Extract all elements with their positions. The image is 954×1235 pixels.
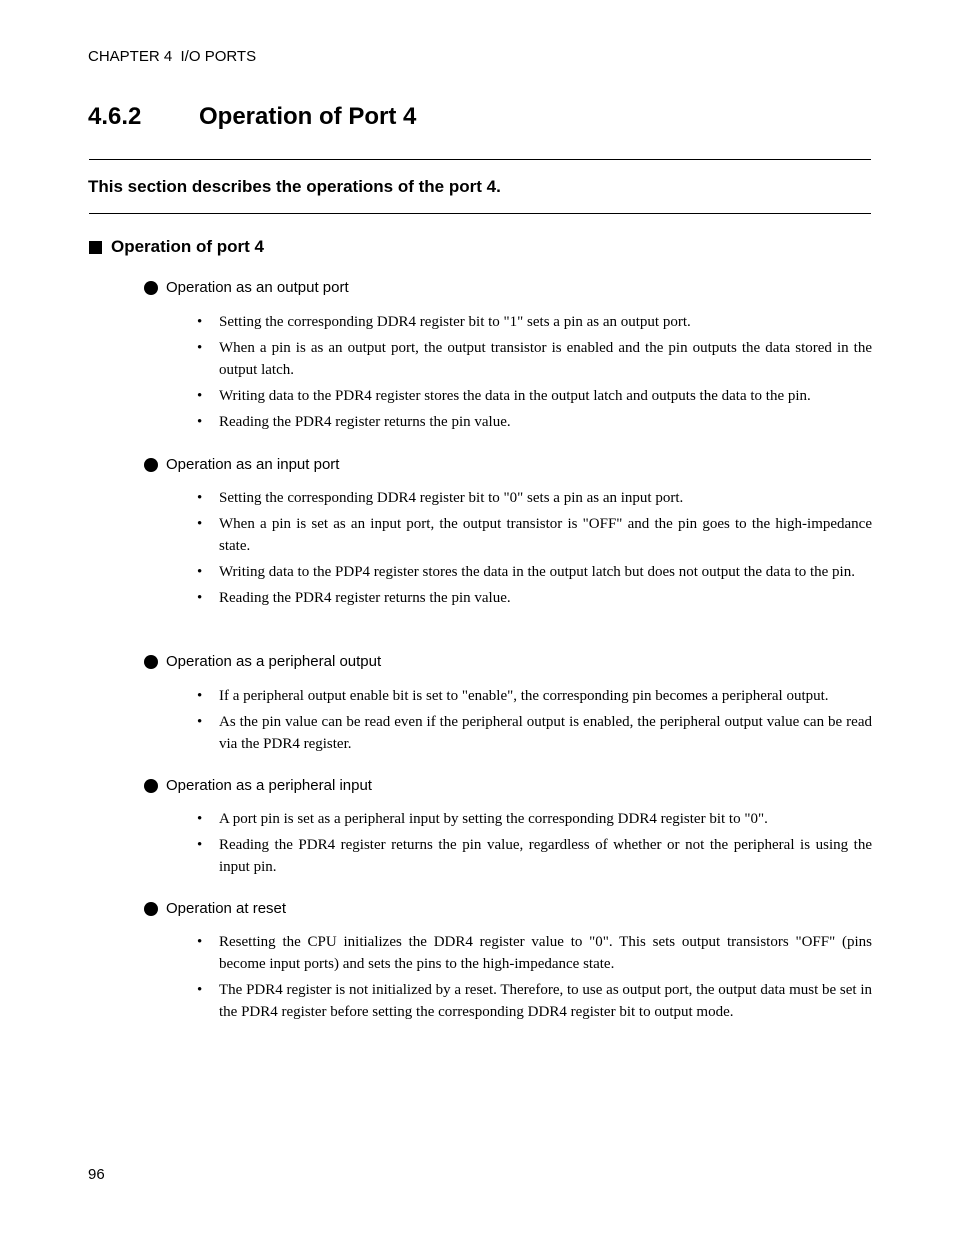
bullet-list — [197, 487, 872, 613]
bullet-dot-icon: • — [197, 490, 203, 506]
list-item: • If a peripheral output enable bit is set to "enable", the corresponding pin becomes a peripheral output. — [197, 685, 872, 707]
list-item: • When a pin is set as an input port, the output transistor is "OFF" and the pin goes to the high-impedance state. — [197, 513, 872, 557]
list-item: • Writing data to the PDP4 register stores the data in the output latch but does not output the data to the pin. — [197, 561, 872, 583]
list-item: • Writing data to the PDR4 register stores the data in the output latch and outputs the data to the pin. — [197, 385, 872, 407]
bullet-dot-icon: • — [197, 340, 203, 356]
bullet-dot-icon: • — [197, 811, 203, 827]
section-title: Operation of Port 4 — [199, 103, 417, 130]
list-item: • Reading the PDR4 register returns the pin value, regardless of whether or not the peripheral is using the input pin. — [197, 834, 872, 878]
topic-peripheral-output — [144, 653, 381, 670]
section-summary: This section describes the operations of the port 4. — [88, 177, 501, 196]
divider-top — [89, 159, 871, 160]
bullet-dot-icon: • — [197, 516, 203, 532]
section-heading — [88, 103, 416, 131]
topic-title: Operation as an output port — [166, 279, 349, 296]
list-item: • The PDR4 register is not initialized by a reset. Therefore, to use as output port, the output data must be set in the PDR4 register before setting the corresponding DDR4 register bit to output mode. — [197, 979, 872, 1023]
subheading-text: Operation of port 4 — [111, 237, 264, 256]
square-bullet-icon — [89, 241, 102, 254]
list-item: • Reading the PDR4 register returns the pin value. — [197, 411, 872, 433]
list-item: • When a pin is as an output port, the output transistor is enabled and the pin outputs the data stored in the output latch. — [197, 337, 872, 381]
section-number: 4.6.2 — [88, 103, 142, 130]
divider-bottom — [89, 213, 871, 214]
list-item: • Setting the corresponding DDR4 register bit to "0" sets a pin as an input port. — [197, 487, 872, 509]
subheading — [88, 237, 264, 257]
bullet-list — [197, 931, 872, 1027]
bullet-dot-icon: • — [197, 837, 203, 853]
topic-reset — [144, 900, 286, 917]
bullet-dot-icon: • — [197, 564, 203, 580]
circle-bullet-icon — [144, 655, 158, 669]
bullet-dot-icon: • — [197, 934, 203, 950]
bullet-dot-icon: • — [197, 314, 203, 330]
list-item: • Resetting the CPU initializes the DDR4 register value to "0". This sets output transistors "OFF" (pins become input ports) and sets the pins to the high-impedance state. — [197, 931, 872, 975]
topic-title: Operation as an input port — [166, 456, 340, 473]
topic-input-port — [144, 456, 339, 473]
circle-bullet-icon — [144, 281, 158, 295]
chapter-header: CHAPTER 4 I/O PORTS — [88, 48, 257, 65]
list-item: • Reading the PDR4 register returns the pin value. — [197, 587, 872, 609]
bullet-dot-icon: • — [197, 982, 203, 998]
list-item: • A port pin is set as a peripheral input by setting the corresponding DDR4 register bit to "0". — [197, 808, 872, 830]
circle-bullet-icon — [144, 779, 158, 793]
bullet-dot-icon: • — [197, 388, 203, 404]
bullet-dot-icon: • — [197, 414, 203, 430]
bullet-dot-icon: • — [197, 688, 203, 704]
bullet-list — [197, 311, 872, 437]
topic-title: Operation as a peripheral output — [166, 653, 382, 670]
bullet-dot-icon: • — [197, 714, 203, 730]
topic-peripheral-input — [144, 777, 372, 794]
bullet-list — [197, 685, 872, 759]
list-item: • Setting the corresponding DDR4 register bit to "1" sets a pin as an output port. — [197, 311, 872, 333]
page-number: 96 — [88, 1166, 105, 1183]
topic-output-port — [144, 279, 349, 296]
bullet-dot-icon: • — [197, 590, 203, 606]
topic-title: Operation at reset — [166, 900, 287, 917]
circle-bullet-icon — [144, 902, 158, 916]
circle-bullet-icon — [144, 458, 158, 472]
topic-title: Operation as a peripheral input — [166, 777, 372, 794]
bullet-list — [197, 808, 872, 882]
list-item: • As the pin value can be read even if the peripheral output is enabled, the peripheral output value can be read via the PDR4 register. — [197, 711, 872, 755]
